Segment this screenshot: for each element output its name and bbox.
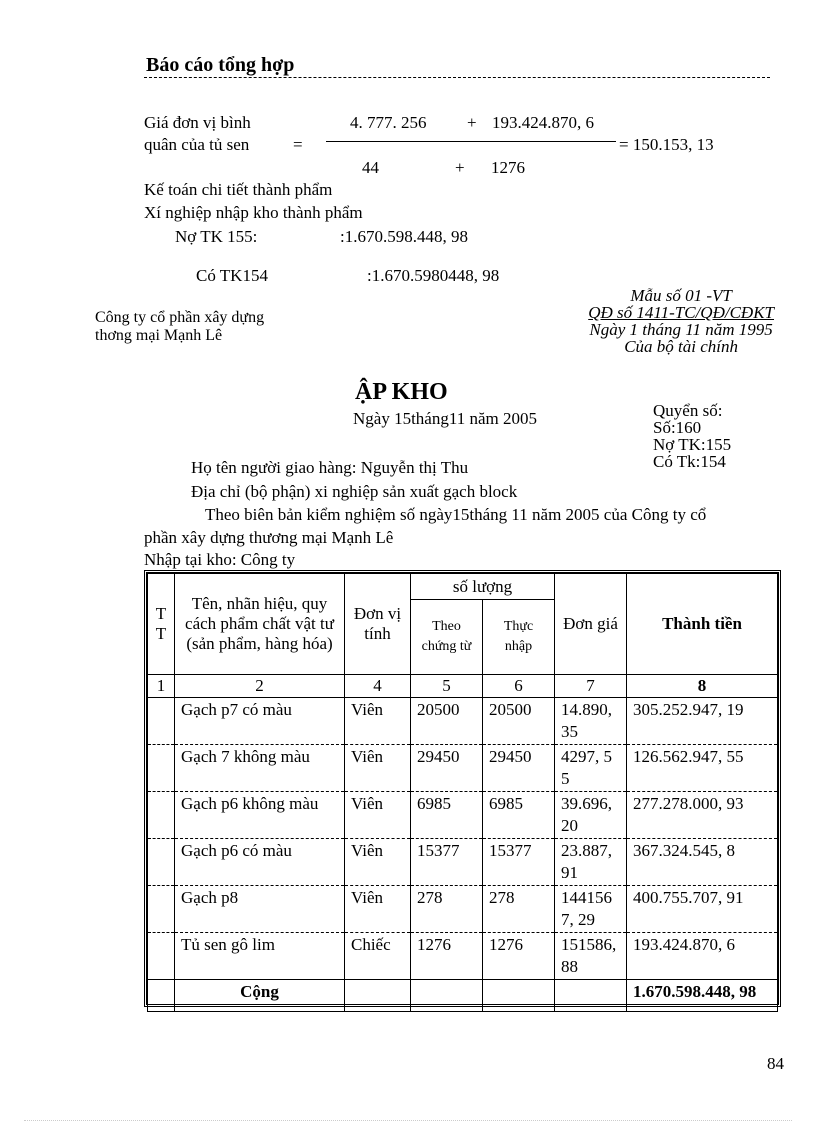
- accounting-line-1: Kế toán chi tiết thành phẩm: [144, 180, 333, 199]
- form-code-line-1: Mẫu số 01 -VT: [630, 286, 732, 305]
- item-by-doc: 6985: [411, 792, 483, 839]
- deliverer-line: Họ tên người giao hàng: Nguyễn thị Thu: [191, 458, 469, 477]
- header-divider: [144, 77, 770, 78]
- document-title: ẬP KHO: [355, 379, 448, 405]
- col-number: 6: [483, 675, 555, 698]
- company-line-2: thơng mại Mạnh Lê: [95, 327, 223, 344]
- item-unit: Viên: [345, 698, 411, 745]
- header-amount: Thành tiền: [627, 574, 778, 675]
- formula-equals: =: [293, 135, 303, 154]
- item-actual: 29450: [483, 745, 555, 792]
- item-amount: 277.278.000, 93: [627, 792, 778, 839]
- form-code-block: [588, 287, 774, 355]
- item-amount: 193.424.870, 6: [627, 933, 778, 980]
- item-price: 23.887, 91: [555, 839, 627, 886]
- credit-account: Có Tk:154: [653, 452, 726, 471]
- item-price: 1441567, 29: [555, 886, 627, 933]
- item-actual: 278: [483, 886, 555, 933]
- total-amount: 1.670.598.448, 98: [627, 980, 778, 1012]
- header-tt: T T: [148, 574, 175, 675]
- col-number: 5: [411, 675, 483, 698]
- item-actual: 15377: [483, 839, 555, 886]
- header-by-document: Theo chứng từ: [411, 600, 483, 675]
- basis-line-2: phần xây dựng thương mại Mạnh Lê: [144, 528, 394, 547]
- item-name: Gạch 7 không màu: [175, 745, 345, 792]
- header-name: Tên, nhãn hiệu, quy cách phẩm chất vật tư (sản phẩm, hàng hóa): [175, 574, 345, 675]
- col-number: 8: [627, 675, 778, 698]
- item-unit: Viên: [345, 745, 411, 792]
- numerator-b: 193.424.870, 6: [492, 113, 594, 132]
- item-by-doc: 278: [411, 886, 483, 933]
- page-number: 84: [767, 1054, 784, 1073]
- company-line-1: Công ty cổ phần xây dựng: [95, 309, 265, 326]
- form-code-line-4: Của bộ tài chính: [624, 337, 739, 356]
- report-title: Báo cáo tổng hợp: [146, 54, 295, 76]
- item-by-doc: 20500: [411, 698, 483, 745]
- denominator-b: 1276: [491, 158, 525, 177]
- formula-result: = 150.153, 13: [619, 135, 714, 154]
- book-number: Quyển số:: [653, 401, 723, 420]
- page-bottom-divider: [24, 1120, 792, 1121]
- item-actual: 6985: [483, 792, 555, 839]
- credit-label: Có TK154: [196, 266, 268, 285]
- debit-value: :1.670.598.448, 98: [340, 227, 468, 246]
- denominator-plus: +: [455, 158, 465, 177]
- form-code-line-3: Ngày 1 tháng 11 năm 1995: [589, 320, 773, 339]
- table-row: [148, 886, 778, 933]
- item-name: Gạch p7 có màu: [175, 698, 345, 745]
- item-unit: Viên: [345, 886, 411, 933]
- accounting-line-2: Xí nghiệp nhập kho thành phẩm: [144, 203, 363, 222]
- form-code-line-2: QĐ số 1411-TC/QĐ/CĐKT: [588, 303, 774, 322]
- item-unit: Chiếc: [345, 933, 411, 980]
- item-unit: Viên: [345, 792, 411, 839]
- table-row: [148, 792, 778, 839]
- col-number: 4: [345, 675, 411, 698]
- item-price: 39.696, 20: [555, 792, 627, 839]
- numerator-plus: +: [467, 113, 477, 132]
- item-actual: 1276: [483, 933, 555, 980]
- header-quantity: số lượng: [411, 574, 555, 600]
- total-label: Cộng: [175, 980, 345, 1012]
- item-price: 14.890, 35: [555, 698, 627, 745]
- formula-label-2: quân của tủ sen: [144, 135, 250, 154]
- table-row: [148, 933, 778, 980]
- item-name: Tủ sen gô lim: [175, 933, 345, 980]
- debit-account: Nợ TK:155: [653, 435, 732, 454]
- denominator-a: 44: [362, 158, 379, 177]
- goods-receipt-table: [144, 570, 781, 1007]
- item-amount: 400.755.707, 91: [627, 886, 778, 933]
- document-number: Số:160: [653, 418, 702, 437]
- numerator-a: 4. 777. 256: [350, 113, 427, 132]
- table-row: [148, 745, 778, 792]
- debit-label: Nợ TK 155:: [175, 227, 258, 246]
- item-price: 151586, 88: [555, 933, 627, 980]
- header-actual: Thực nhập: [483, 600, 555, 675]
- fraction-bar: [326, 141, 616, 142]
- col-number: 1: [148, 675, 175, 698]
- warehouse-line: Nhập tại kho: Công ty: [144, 550, 296, 569]
- item-amount: 367.324.545, 8: [627, 839, 778, 886]
- col-number: 7: [555, 675, 627, 698]
- total-row: [148, 980, 778, 1012]
- item-name: Gạch p6 không màu: [175, 792, 345, 839]
- item-by-doc: 15377: [411, 839, 483, 886]
- item-unit: Viên: [345, 839, 411, 886]
- header-unit: Đơn vị tính: [345, 574, 411, 675]
- item-by-doc: 1276: [411, 933, 483, 980]
- item-amount: 305.252.947, 19: [627, 698, 778, 745]
- header-price: Đơn giá: [555, 574, 627, 675]
- credit-value: :1.670.5980448, 98: [367, 266, 500, 285]
- formula-label-1: Giá đơn vị bình: [144, 113, 251, 132]
- item-price: 4297, 55: [555, 745, 627, 792]
- item-name: Gạch p6 có màu: [175, 839, 345, 886]
- address-line: Địa chỉ (bộ phận) xi nghiệp sản xuất gạch block: [191, 482, 518, 501]
- basis-line-1: Theo biên bản kiểm nghiệm số ngày15tháng 11 năm 2005 của Công ty cổ: [205, 505, 707, 524]
- document-meta: [653, 402, 731, 470]
- col-number: 2: [175, 675, 345, 698]
- item-amount: 126.562.947, 55: [627, 745, 778, 792]
- document-date: Ngày 15tháng11 năm 2005: [353, 409, 537, 428]
- item-by-doc: 29450: [411, 745, 483, 792]
- table-row: [148, 839, 778, 886]
- item-actual: 20500: [483, 698, 555, 745]
- item-name: Gạch p8: [175, 886, 345, 933]
- table-row: [148, 698, 778, 745]
